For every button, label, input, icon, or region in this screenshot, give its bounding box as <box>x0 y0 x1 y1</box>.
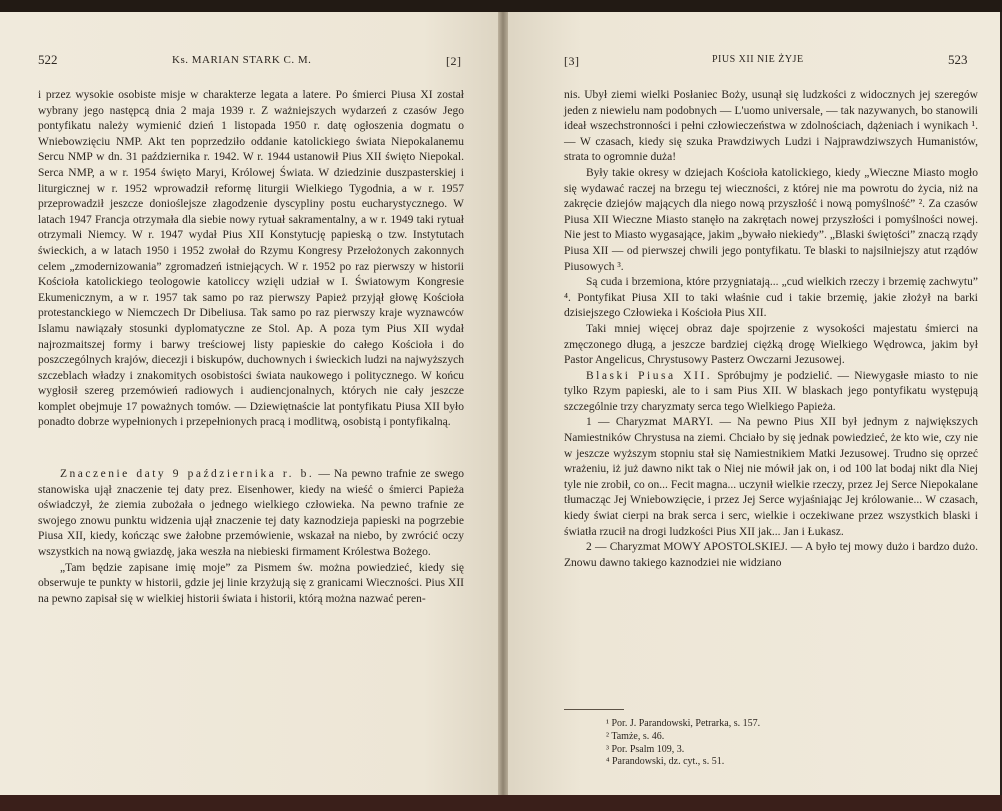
footnote-3: ³ Por. Psalm 109, 3. <box>606 743 685 755</box>
right-body-text <box>564 88 978 571</box>
right-paragraph-3: Są cuda i brzemiona, które przygniatają... „cud wielkich rzeczy i brzemię zachwytu” ⁴. Pontyfikat Piusa XII to taki właśnie cud i takie brzemię, jakie złożył na barki dzisiejszego Człowieka i Kościoła Pius XII. <box>564 276 978 320</box>
footnote-4: ⁴ Parandowski, dz. cyt., s. 51. <box>606 756 725 768</box>
section-title-blaski: Blaski Piusa XII. <box>586 369 713 382</box>
right-paragraph-2: Były takie okresy w dziejach Kościoła katolickiego, kiedy „Wieczne Miasto mogło się wydawać raczej na brzegu tej wieczności, z której nie ma powrotu do życia, niż na zakręcie dziejów mających dla niego nową przyszłość i nową pomyślność” ². Za czasów Piusa XII Wieczne Miasto stanęło na zakrętach nowej przyszłości i pomyślności nowej. Nie jest to Miasto wygasające, jakim „bywało niekiedy”. „Blaski świętości” znaczą rządy Piusa XII — od pierwszej chwili jego pontyfikatu. Te blaski to najsilniejszy atut rządów Piusowych ³. <box>564 166 978 273</box>
left-paragraph-2-text: — Na pewno trafnie ze swego stanowiska ujął znaczenie tej daty prez. Eisenhower, kiedy na wieść o śmierci Papieża oświadczył, że ziemia zubożała o jednego wielkiego człowieka. Na pewno trafnie ze swojego znowu punktu widzenia ujął znaczenie tej daty kaznodzieja papieski na pogrzebie Piusa XII, kiedy, kończąc swe żałobne przemówienie, wskazał na niebo, by zwrócić oczy wszystkich na nową gwiazdę, jaka weszła na niebieski firmament Królestwa Bożego. <box>38 468 465 559</box>
right-paragraph-1: nis. Ubył ziemi wielki Posłaniec Boży, usunął się ludzkości z widocznych jej szeregów jeden z niewielu nam podobnych — L'uomo universale, — tak nazywanych, bo stanowili ideał wszechstronności i pełni człowieczeństwa w zdolnościach, dążeniach i wynikach ¹. — W czasach, kiedy się szuka Prawdziwych Ludzi i Najprawdziwszych Humanistów, strata to ogromnie duża! <box>564 89 978 164</box>
right-paragraph-4: Taki mniej więcej obraz daje spojrzenie z wysokości majestatu śmierci na zmęczonego długą, a jeszcze bardziej ciężką drogę Wielkiego Wędrowca, jakim był Pastor Angelicus, Chrystusowy Pasterz Owczarni Jezusowej. <box>564 322 978 367</box>
left-page <box>0 12 498 795</box>
left-paragraph-1: i przez wysokie osobiste misje w charakterze legata a latere. Po śmierci Piusa XI został wybrany jego następcą dnia 2 maja 1939 r. Z ważniejszych wydarzeń z czasów Jego pontyfikatu należy wymienić dzień 1 listopada 1950 r. datę ogłoszenia dogmatu o Wniebowzięciu NMP. Akt ten poprzedziło oddanie katolickiego świata Niepokalanemu Sercu NMP w dn. 31 października r. 1942. W r. 1944 ustanowił Pius XII święto Niepokal. Serca NMP, a w r. 1954 święto Maryi, Królowej Świata. W dziedzinie duszpasterskiej i liturgicznej w r. 1952 wprowadził reformę liturgii Wielkiego Tygodnia, a w r. 1957 przeprowadził jeszcze donioślejsze złagodzenie dyscypliny postu eucharystycznego. W latach 1947 Francja otrzymała dla siebie nowy rytuał sakramentalny, a w r. 1949 taki rytuał otrzymali Niemcy. W r. 1947 wydał Pius XII Konstytucję papieską o tzw. Instytutach świeckich, a w latach 1950 i 1952 zwołał do Rzymu Kongresy Przełożonych zakonnych celem „zmodernizowania” zgromadzeń istniejących. W r. 1952 po raz pierwszy w historii Kościoła katolickiego teologowie katoliccy wzięli udział w I. Światowym Kongresie Ekumenicznym, a w r. 1957 tak samo po raz pierwszy Papież przyjął głowę Kościoła protestanckiego w Niemczech Dr Dibeliusa. Tak samo po raz pierwszy kraje wyznawców Islamu nawiązały stosunki dyplomatyczne ze Stol. Ap. A poza tym Pius XII wydał najrozmaitszej formy i barwy treściowej listy papieskie do całego Kościoła i do poszczególnych krajów, diecezji i biskupów, duchownych i świeckich ludzi na najwyższych szczeblach władzy i znakomitych osobistości świata naukowego i politycznego. W końcu wygłosił szereg przemówień radiowych i audiencjonalnych, których nie cały jeszcze komplet obejmuje 17 poważnych tomów. — Dziewiętnaście lat pontyfikatu Piusa XII było ponadto dobrze wypełnionych i przepełnionych pracą i modlitwą, osobistą i pontyfikalną. <box>38 89 464 429</box>
right-paragraph-6: 1 — Charyzmat MARYI. — Na pewno Pius XII był jednym z największych Namiestników Chrystusa na ziemi. Chciało by się jednak powiedzieć, że kto wie, czy nie w jeszcze wyższym stopniu stał się Namiestnikiem Matki Jezusowej. Trudno się oprzeć wrażeniu, iż już dawno nikt tak o Niej nie mówił jak on, i od 100 lat bodaj nikt dla Niej tyle nie zrobił, co on... Fecit magna... uczynił wielkie rzeczy, przez Jej Serce Niepokalane tłumacząc Jej Wniebowzięcie, i przez Jej Serce wyjaśniając Jej królowanie... W czasach, kiedy świat cierpi na brak serca i serc, wielkie i oczekiwane przez wszystkich blaski i światła rzucił na drogi ludzkości Pius XII jak... Jan i Łukasz. <box>564 416 978 538</box>
right-paragraph-5-text: Spróbujmy je podzielić. — Niewygasłe miasto to nie tylko Rzym papieski, ale to i sam Pius XII. W blaskach jego pontyfikatu występują szczególnie trzy charyzmaty serca tego Wielkiego Papieża. <box>564 369 978 413</box>
footnote-2: ² Tamże, s. 46. <box>606 730 665 742</box>
right-paragraph-7: 2 — Charyzmat MOWY APOSTOLSKIEJ. — A było tej mowy dużo i bardzo dużo. Znowu dawno takiego kaznodziei nie widziano <box>564 541 978 569</box>
left-body-text <box>38 88 464 607</box>
book-bottom-edge <box>0 795 1002 811</box>
book-gutter <box>498 12 508 795</box>
left-page-number: 522 <box>38 52 58 67</box>
footnotes <box>606 718 760 769</box>
footnote-1: ¹ Por. J. Parandowski, Petrarka, s. 157. <box>606 718 761 729</box>
left-running-head: Ks. MARIAN STARK C. M. <box>172 54 312 66</box>
right-page-number: 523 <box>948 52 968 67</box>
right-running-head: PIUS XII NIE ŻYJE <box>712 54 804 65</box>
left-paragraph-2 <box>38 467 464 561</box>
right-paragraph-5 <box>564 369 978 416</box>
right-page <box>508 12 1000 795</box>
left-section-marker: [2] <box>446 54 462 68</box>
book-top-edge <box>0 0 1002 12</box>
footnote-rule <box>564 709 624 710</box>
left-paragraph-3: „Tam będzie zapisane imię moje” za Pismem św. można powiedzieć, kiedy się obserwuje te punkty w historii, gdzie jej linie krzyżują się z granicami Wieczności. Pius XII na pewno zapisał się w wielkiej historii świata i historii, którą można nazwać peren- <box>38 561 464 605</box>
right-section-marker: [3] <box>564 54 580 68</box>
section-title-date: Znaczenie daty 9 października r. b. <box>60 468 315 481</box>
